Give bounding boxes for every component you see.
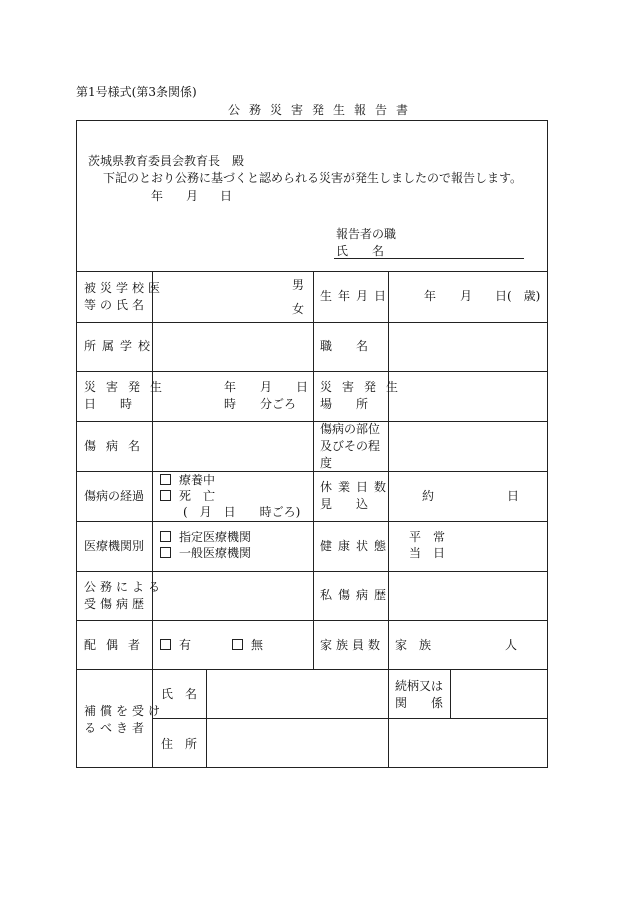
checkbox[interactable] — [160, 490, 171, 501]
row-divider — [152, 718, 548, 719]
victim-name-label-2: 等の氏名 — [84, 298, 149, 312]
family-persons: 人 — [505, 638, 518, 652]
col-divider — [450, 669, 451, 718]
option-deceased[interactable]: 死 亡 — [160, 488, 215, 505]
checkbox[interactable] — [160, 547, 171, 558]
health-that-day: 当 日 — [409, 546, 446, 560]
victim-name-label-1: 被災学校医 — [84, 281, 165, 295]
form-number: 第1号様式(第3条関係) — [76, 85, 197, 99]
row-divider — [76, 620, 548, 621]
injury-site-label-3: 度 — [320, 456, 333, 470]
birth-year: 年 — [424, 289, 437, 303]
school-label: 所属学校 — [84, 339, 157, 353]
birth-day-age: 日( 歳) — [495, 289, 541, 303]
row-divider — [76, 322, 548, 323]
incident-place-label-2: 場 所 — [320, 397, 369, 411]
health-status-label: 健康状態 — [320, 539, 393, 553]
relation-label-1: 続柄又は — [395, 679, 444, 693]
option-under-treatment[interactable]: 療養中 — [160, 472, 215, 489]
past-injury-label-1: 公務による — [84, 580, 165, 594]
row-divider — [76, 521, 548, 522]
option-general-institution[interactable]: 一般医療機関 — [160, 545, 251, 562]
male-label: 男 — [292, 278, 305, 292]
injury-site-label-1: 傷病の部位 — [320, 422, 381, 436]
option-designated-institution[interactable]: 指定医療機関 — [160, 529, 251, 546]
family-label: 家 族 — [395, 638, 432, 652]
col-divider — [206, 669, 207, 768]
checkbox[interactable] — [232, 639, 243, 650]
beneficiary-name-label: 氏 名 — [161, 687, 198, 701]
incident-datetime-label-2: 日 時 — [84, 397, 133, 411]
date-month: 月 — [186, 189, 199, 203]
relation-label-2: 関 係 — [395, 696, 444, 710]
option-spouse-no[interactable]: 無 — [232, 637, 263, 654]
incident-datetime-label-1: 災害発生 — [84, 380, 173, 394]
leave-day-unit: 日 — [507, 489, 520, 503]
beneficiary-label-2: るべき者 — [84, 721, 149, 735]
reporter-position-label: 報告者の職 — [336, 227, 397, 241]
row-divider — [76, 371, 548, 372]
reporter-name-label: 氏 名 — [336, 244, 385, 258]
incident-date: 年 月 日 — [224, 380, 309, 394]
leave-days-label-1: 休業日数 — [320, 480, 393, 494]
reporter-name-line — [334, 258, 524, 259]
injury-name-label: 傷病名 — [84, 439, 151, 453]
row-divider — [76, 421, 548, 422]
addressee: 茨城県教育委員会教育長 殿 — [88, 154, 245, 168]
injury-course-label: 傷病の経過 — [84, 489, 145, 503]
leave-approx: 約 — [422, 489, 435, 503]
position-label: 職 名 — [320, 339, 369, 353]
row-divider — [76, 571, 548, 572]
medical-type-label: 医療機関別 — [84, 539, 145, 553]
checkbox[interactable] — [160, 474, 171, 485]
col-divider — [388, 669, 389, 768]
birth-date-label: 生年月日 — [320, 289, 393, 303]
family-count-label: 家族員数 — [320, 638, 385, 652]
col-divider — [313, 271, 314, 669]
death-date: ( 月 日 時ごろ) — [183, 505, 301, 519]
option-spouse-yes[interactable]: 有 — [160, 637, 191, 654]
birth-month: 月 — [460, 289, 473, 303]
beneficiary-address-label: 住 所 — [161, 737, 198, 751]
health-normal: 平 常 — [409, 530, 446, 544]
private-injury-label: 私傷病歴 — [320, 588, 393, 602]
spouse-label: 配偶者 — [84, 638, 151, 652]
leave-days-label-2: 見 込 — [320, 497, 369, 511]
divider-intro — [76, 271, 548, 272]
date-year: 年 — [151, 189, 164, 203]
col-divider — [388, 271, 389, 669]
date-day: 日 — [220, 189, 233, 203]
incident-place-label-1: 災害発生 — [320, 380, 409, 394]
checkbox[interactable] — [160, 531, 171, 542]
form-title: 公務災害発生報告書 — [228, 103, 418, 117]
past-injury-label-2: 受傷病歴 — [84, 597, 149, 611]
row-divider — [76, 669, 548, 670]
beneficiary-label-1: 補償を受け — [84, 704, 165, 718]
incident-time: 時 分ごろ — [224, 397, 297, 411]
female-label: 女 — [292, 302, 305, 316]
injury-site-label-2: 及びその程 — [320, 439, 381, 453]
row-divider — [76, 471, 548, 472]
checkbox[interactable] — [160, 639, 171, 650]
statement: 下記のとおり公務に基づくと認められる災害が発生しましたので報告します。 — [103, 171, 523, 185]
